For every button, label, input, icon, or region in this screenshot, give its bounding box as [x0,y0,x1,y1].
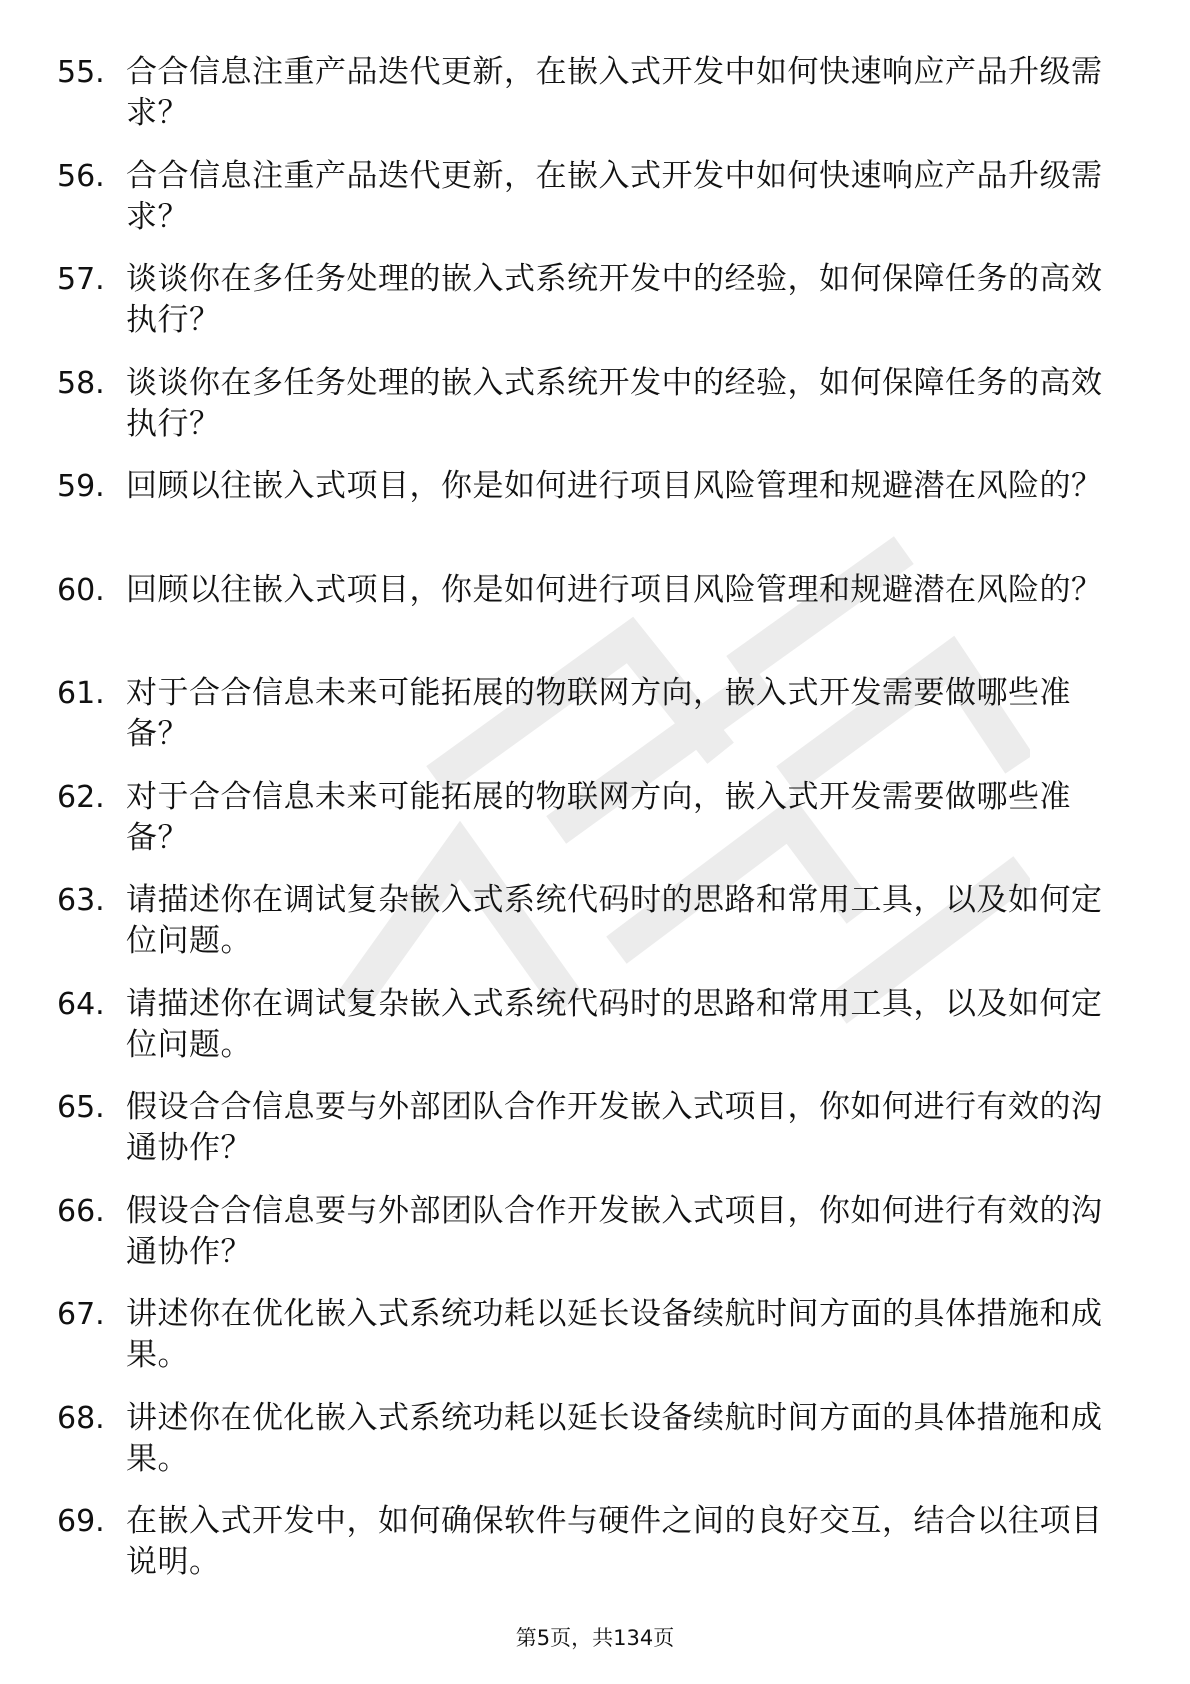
question-number: 69. [57,1504,105,1539]
question-item-69 [0,1501,1190,1605]
question-item-62 [0,777,1190,881]
question-text: 谈谈你在多任务处理的嵌入式系统开发中的经验，如何保障任务的高效执行？ [126,364,1103,442]
question-number: 55. [57,55,105,90]
question-item-58 [0,363,1190,467]
question-text: 合合信息注重产品迭代更新，在嵌入式开发中如何快速响应产品升级需求？ [126,157,1103,235]
question-item-66 [0,1191,1190,1295]
page-number-footer: 第5页，共134页 [515,1626,675,1650]
question-number: 68. [57,1400,105,1436]
question-number: 65. [57,1090,105,1125]
question-text: 谈谈你在多任务处理的嵌入式系统开发中的经验，如何保障任务的高效执行？ [126,261,1103,338]
question-number: 58. [57,365,105,401]
question-text: 对于合合信息未来可能拓展的物联网方向，嵌入式开发需要做哪些准备？ [126,778,1071,856]
question-number: 56. [57,158,105,194]
question-text: 对于合合信息未来可能拓展的物联网方向，嵌入式开发需要做哪些准备？ [126,675,1071,752]
question-number: 66. [57,1193,105,1229]
question-item-67 [0,1294,1190,1398]
question-item-61 [0,673,1190,777]
question-text: 在嵌入式开发中，如何确保软件与硬件之间的良好交互，结合以往项目说明。 [126,1503,1103,1580]
question-list [0,52,1190,1605]
question-item-64 [0,984,1190,1088]
question-number: 60. [57,572,105,608]
question-item-60 [0,570,1190,674]
question-number: 64. [57,986,105,1022]
question-item-65 [0,1087,1190,1191]
question-text: 请描述你在调试复杂嵌入式系统代码时的思路和常用工具，以及如何定位问题。 [126,882,1103,959]
question-number: 61. [57,676,105,711]
question-text: 假设合合信息要与外部团队合作开发嵌入式项目，你如何进行有效的沟通协作？ [126,1192,1103,1270]
question-number: 67. [57,1297,105,1332]
question-number: 62. [57,779,105,815]
question-item-59 [0,466,1190,570]
question-number: 63. [57,883,105,918]
question-item-63 [0,880,1190,984]
question-text: 合合信息注重产品迭代更新，在嵌入式开发中如何快速响应产品升级需求？ [126,54,1103,131]
question-text: 回顾以往嵌入式项目，你是如何进行项目风险管理和规避潜在风险的？ [126,571,1103,608]
question-item-68 [0,1398,1190,1502]
question-text: 讲述你在优化嵌入式系统功耗以延长设备续航时间方面的具体措施和成果。 [126,1399,1103,1477]
question-text: 请描述你在调试复杂嵌入式系统代码时的思路和常用工具，以及如何定位问题。 [126,985,1103,1063]
question-item-57 [0,259,1190,363]
question-item-55 [0,52,1190,156]
question-number: 57. [57,262,105,297]
question-text: 回顾以往嵌入式项目，你是如何进行项目风险管理和规避潜在风险的？ [126,468,1103,504]
question-number: 59. [57,469,105,504]
question-item-56 [0,156,1190,260]
question-text: 假设合合信息要与外部团队合作开发嵌入式项目，你如何进行有效的沟通协作？ [126,1089,1103,1166]
question-text: 讲述你在优化嵌入式系统功耗以延长设备续航时间方面的具体措施和成果。 [126,1296,1103,1373]
